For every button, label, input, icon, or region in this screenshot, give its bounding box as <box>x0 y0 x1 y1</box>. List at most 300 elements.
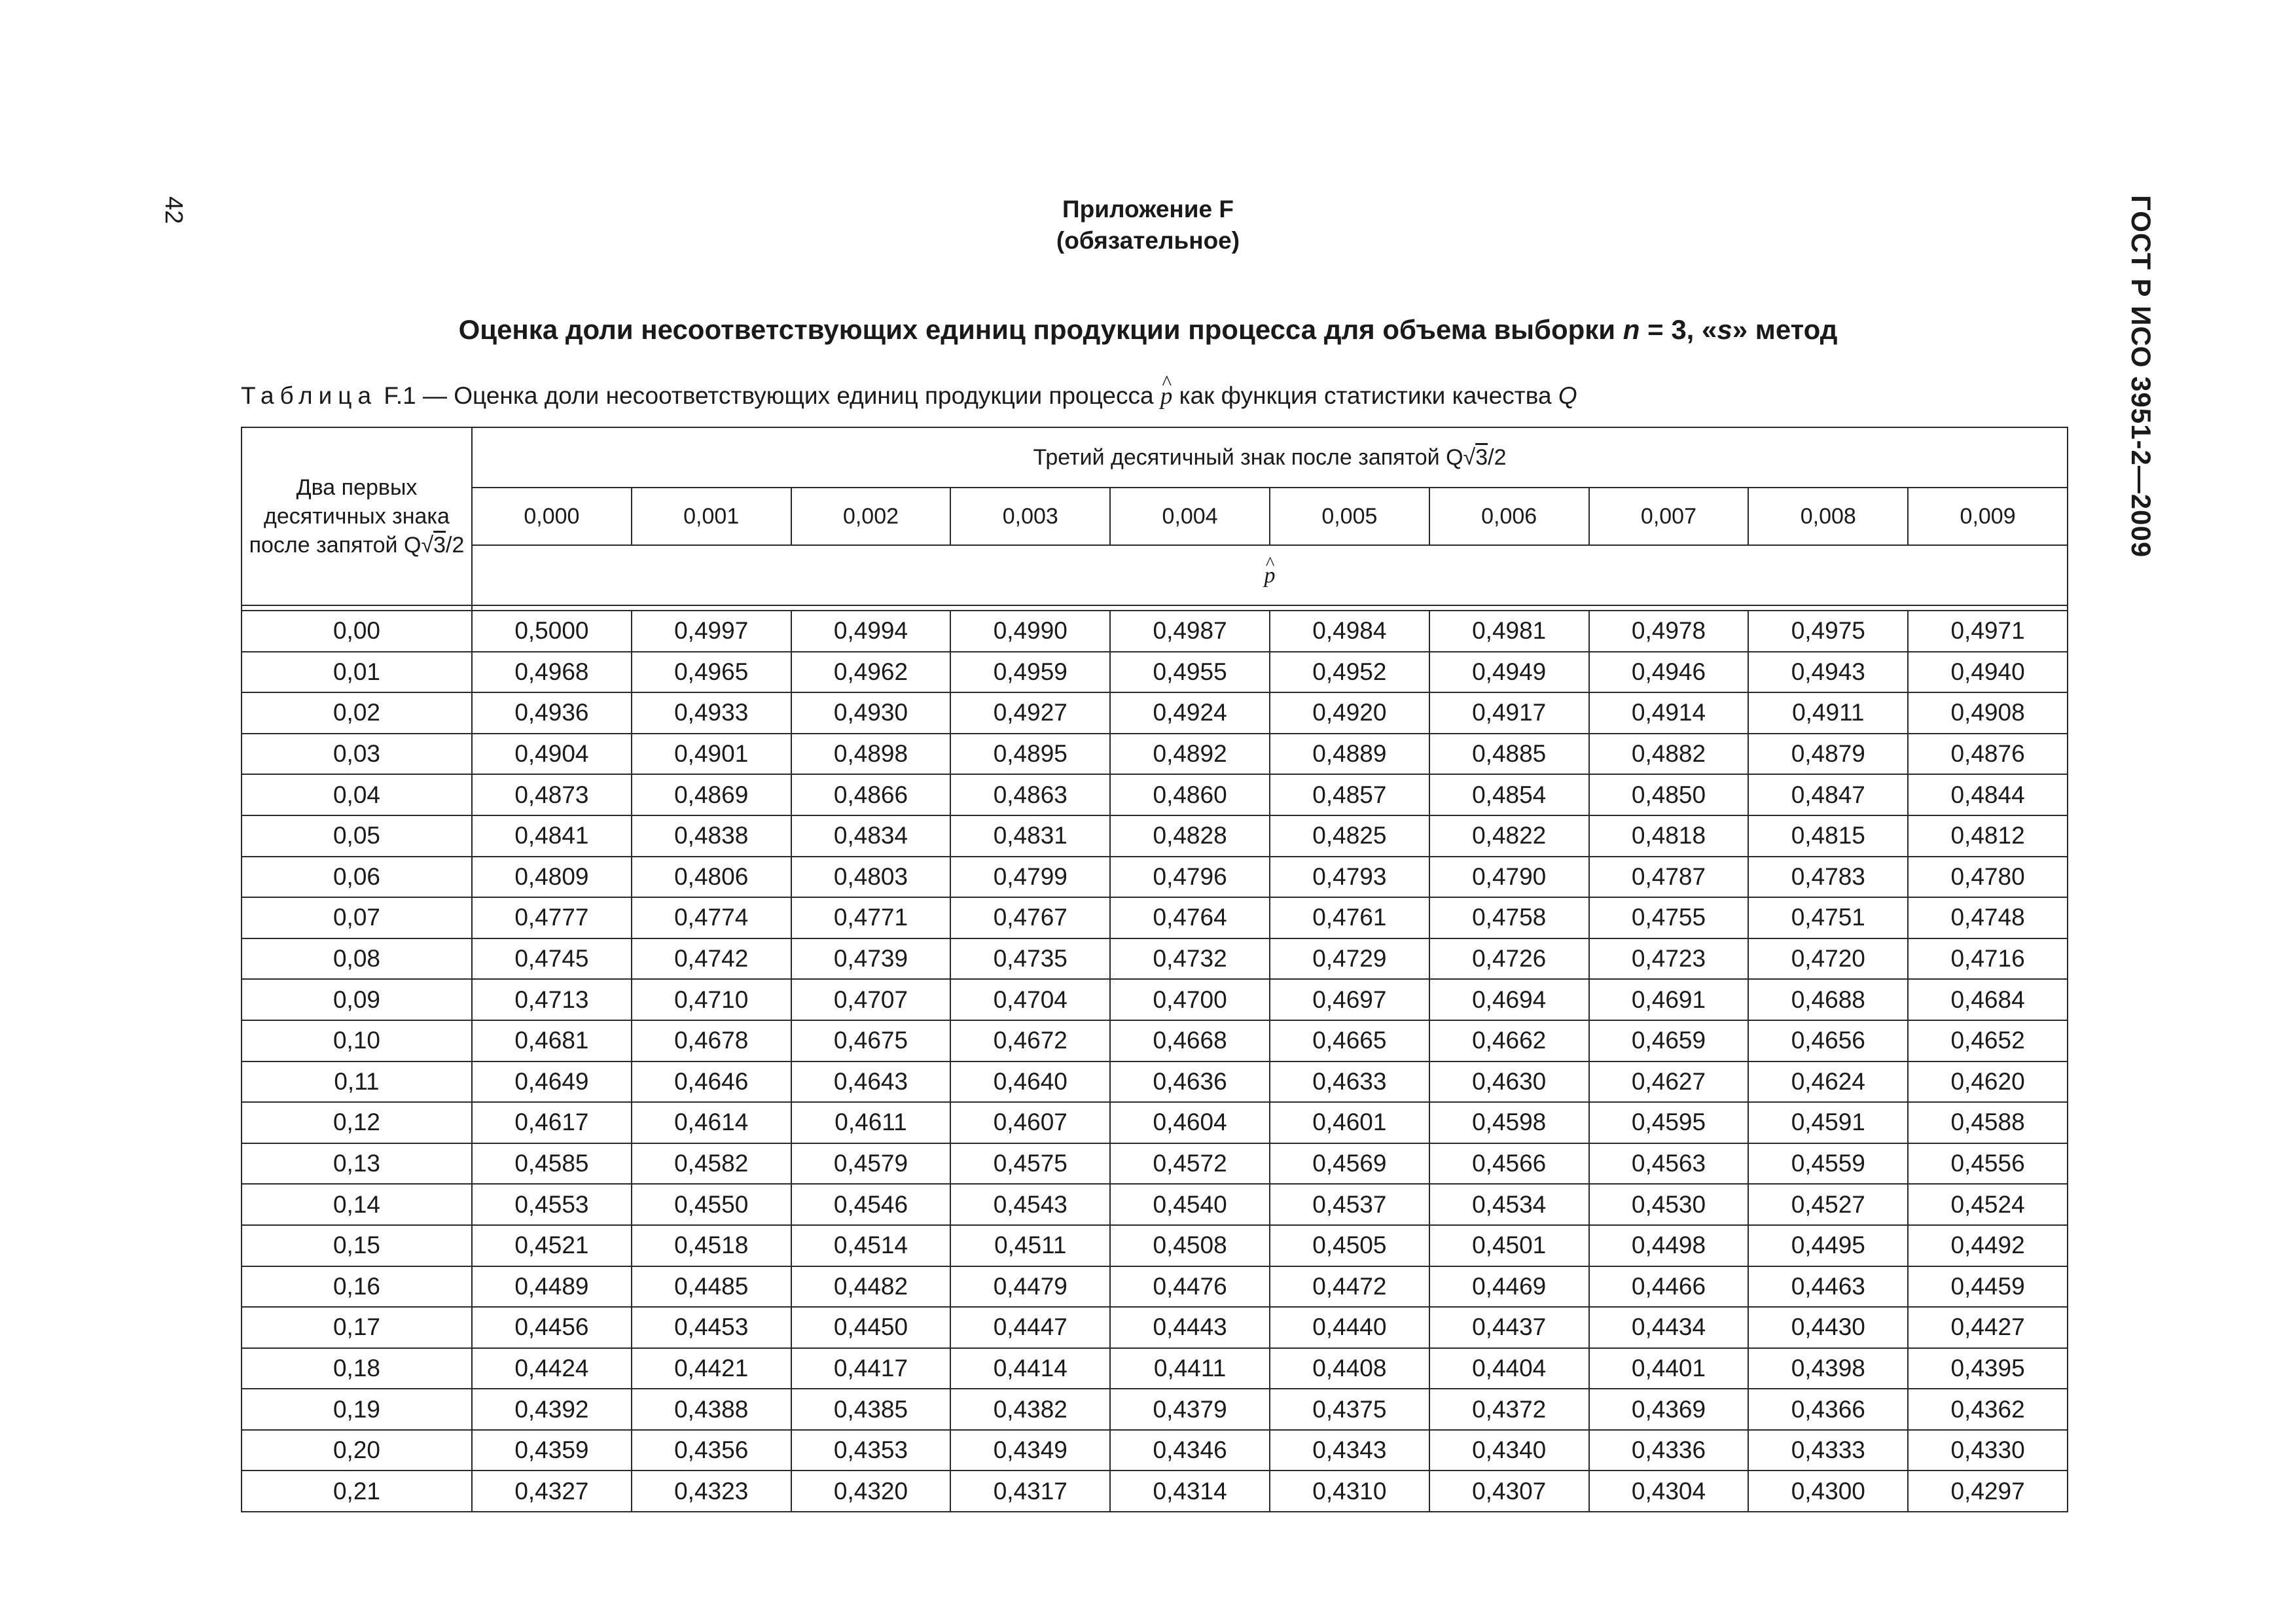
table-cell: 0,4681 <box>472 1020 632 1061</box>
table-cell: 0,4707 <box>791 979 951 1020</box>
table-cell: 0,4678 <box>632 1020 791 1061</box>
sqrt-argument: 3 <box>433 533 446 558</box>
table-cell: 0,4952 <box>1270 652 1429 693</box>
table-cell: 0,4796 <box>1110 857 1270 898</box>
table-cell: 0,4767 <box>950 897 1110 938</box>
row-header-line3 <box>242 531 471 560</box>
table-cell: 0,4895 <box>950 734 1110 775</box>
table-cell: 0,4620 <box>1908 1061 2068 1103</box>
table-row <box>242 1307 2068 1348</box>
table-cell: 0,4831 <box>950 815 1110 857</box>
table-cell: 0,4385 <box>791 1389 951 1430</box>
table-row <box>242 1389 2068 1430</box>
table-cell: 0,4463 <box>1748 1266 1908 1308</box>
row-label: 0,08 <box>242 938 472 980</box>
table-cell: 0,4879 <box>1748 734 1908 775</box>
table-row <box>242 1225 2068 1266</box>
table-cell: 0,4450 <box>791 1307 951 1348</box>
table-cell: 0,4591 <box>1748 1102 1908 1143</box>
table-cell: 0,4704 <box>950 979 1110 1020</box>
table-cell: 0,4466 <box>1589 1266 1749 1308</box>
table-cell: 0,4751 <box>1748 897 1908 938</box>
table-cell: 0,4614 <box>632 1102 791 1143</box>
table-cell: 0,4672 <box>950 1020 1110 1061</box>
sqrt-symbol: √ <box>421 533 434 558</box>
table-row <box>242 1020 2068 1061</box>
table-cell: 0,4514 <box>791 1225 951 1266</box>
page-number: 42 <box>160 196 187 224</box>
table-cell: 0,4453 <box>632 1307 791 1348</box>
table-cell: 0,4424 <box>472 1348 632 1389</box>
main-title-part3: » метод <box>1732 314 1838 345</box>
table-cell: 0,4959 <box>950 652 1110 693</box>
table-cell: 0,4742 <box>632 938 791 980</box>
table-row <box>242 652 2068 693</box>
table-cell: 0,4818 <box>1589 815 1749 857</box>
table-cell: 0,4598 <box>1429 1102 1589 1143</box>
separator-cell <box>242 605 472 611</box>
table-cell: 0,4495 <box>1748 1225 1908 1266</box>
table-cell: 0,4388 <box>632 1389 791 1430</box>
table-cell: 0,4774 <box>632 897 791 938</box>
table-cell: 0,4456 <box>472 1307 632 1348</box>
table-cell: 0,4790 <box>1429 857 1589 898</box>
table-cell: 0,4735 <box>950 938 1110 980</box>
table-cell: 0,4524 <box>1908 1184 2068 1225</box>
caption-label: Таблица <box>241 382 378 409</box>
table-cell: 0,4443 <box>1110 1307 1270 1348</box>
appendix-line2: (обязательное) <box>1056 227 1240 254</box>
table-cell: 0,4353 <box>791 1430 951 1471</box>
table-cell: 0,4904 <box>472 734 632 775</box>
table-cell: 0,4691 <box>1589 979 1749 1020</box>
table-cell: 0,4323 <box>632 1471 791 1512</box>
table-cell: 0,4975 <box>1748 611 1908 652</box>
table-cell: 0,4395 <box>1908 1348 2068 1389</box>
table-caption <box>241 382 1577 410</box>
table-cell: 0,4447 <box>950 1307 1110 1348</box>
caption-text1: F.1 — Оценка доли несоответствующих единиц продукции процесса <box>384 382 1160 409</box>
table-cell: 0,4920 <box>1270 692 1429 734</box>
table-cell: 0,4563 <box>1589 1143 1749 1185</box>
table-row <box>242 611 2068 652</box>
table-cell: 0,4933 <box>632 692 791 734</box>
appendix-heading <box>0 194 2296 257</box>
table-row <box>242 1471 2068 1512</box>
table-cell: 0,4434 <box>1589 1307 1749 1348</box>
table-cell: 0,4652 <box>1908 1020 2068 1061</box>
table-cell: 0,4783 <box>1748 857 1908 898</box>
table-cell: 0,4556 <box>1908 1143 2068 1185</box>
row-label: 0,00 <box>242 611 472 652</box>
table-cell: 0,4962 <box>791 652 951 693</box>
table-cell: 0,4585 <box>472 1143 632 1185</box>
column-header: 0,005 <box>1270 488 1429 545</box>
p-hat-symbol: ^ p <box>1160 382 1173 410</box>
table-header <box>242 427 2068 611</box>
table-cell: 0,4815 <box>1748 815 1908 857</box>
table-cell: 0,4508 <box>1110 1225 1270 1266</box>
table-cell: 0,4537 <box>1270 1184 1429 1225</box>
table-cell: 0,4732 <box>1110 938 1270 980</box>
table-cell: 0,4304 <box>1589 1471 1749 1512</box>
table-cell: 0,4968 <box>472 652 632 693</box>
row-label: 0,05 <box>242 815 472 857</box>
column-header: 0,003 <box>950 488 1110 545</box>
table-row <box>242 1061 2068 1103</box>
table-cell: 0,4825 <box>1270 815 1429 857</box>
table-cell: 0,4828 <box>1110 815 1270 857</box>
row-header-line2: десятичных знака <box>264 504 450 529</box>
row-header-line3-text: после запятой Q <box>249 533 422 558</box>
table-cell: 0,4803 <box>791 857 951 898</box>
table-cell: 0,4459 <box>1908 1266 2068 1308</box>
table-cell: 0,4847 <box>1748 774 1908 815</box>
table-cell: 0,4809 <box>472 857 632 898</box>
table-cell: 0,4889 <box>1270 734 1429 775</box>
table-cell: 0,4943 <box>1748 652 1908 693</box>
table-cell: 0,4911 <box>1748 692 1908 734</box>
table-cell: 0,4314 <box>1110 1471 1270 1512</box>
table-cell: 0,4382 <box>950 1389 1110 1430</box>
row-label: 0,09 <box>242 979 472 1020</box>
table-cell: 0,4601 <box>1270 1102 1429 1143</box>
row-label: 0,18 <box>242 1348 472 1389</box>
table-cell: 0,4812 <box>1908 815 2068 857</box>
table-cell: 0,4379 <box>1110 1389 1270 1430</box>
table-cell: 0,4398 <box>1748 1348 1908 1389</box>
table-cell: 0,4838 <box>632 815 791 857</box>
sqrt-symbol: √ <box>1463 444 1476 470</box>
table-cell: 0,4440 <box>1270 1307 1429 1348</box>
table-cell: 0,4553 <box>472 1184 632 1225</box>
document-code: ГОСТ Р ИСО 3951-2—2009 <box>2126 195 2157 558</box>
table-row <box>242 1430 2068 1471</box>
table-cell: 0,4310 <box>1270 1471 1429 1512</box>
table-cell: 0,4745 <box>472 938 632 980</box>
table-cell: 0,4716 <box>1908 938 2068 980</box>
table-cell: 0,4764 <box>1110 897 1270 938</box>
table-cell: 0,4356 <box>632 1430 791 1471</box>
table-cell: 0,4340 <box>1429 1430 1589 1471</box>
table-cell: 0,4822 <box>1429 815 1589 857</box>
table-cell: 0,4729 <box>1270 938 1429 980</box>
table-cell: 0,4498 <box>1589 1225 1749 1266</box>
col-group-header-suffix: /2 <box>1488 444 1507 470</box>
table-cell: 0,4869 <box>632 774 791 815</box>
table-cell: 0,4569 <box>1270 1143 1429 1185</box>
table-cell: 0,4665 <box>1270 1020 1429 1061</box>
table-cell: 0,4624 <box>1748 1061 1908 1103</box>
table-cell: 0,4994 <box>791 611 951 652</box>
table-body <box>242 611 2068 1512</box>
table-row <box>242 897 2068 938</box>
p-hat-symbol: ^ p <box>1264 563 1275 588</box>
header-separator <box>242 605 2068 611</box>
table-cell: 0,4787 <box>1589 857 1749 898</box>
table-row <box>242 938 2068 980</box>
row-label: 0,17 <box>242 1307 472 1348</box>
table-cell: 0,4633 <box>1270 1061 1429 1103</box>
table-cell: 0,4572 <box>1110 1143 1270 1185</box>
table-cell: 0,4604 <box>1110 1102 1270 1143</box>
table-cell: 0,4550 <box>632 1184 791 1225</box>
column-header: 0,006 <box>1429 488 1589 545</box>
table-cell: 0,5000 <box>472 611 632 652</box>
table-cell: 0,4860 <box>1110 774 1270 815</box>
table-cell: 0,4336 <box>1589 1430 1749 1471</box>
table-cell: 0,4898 <box>791 734 951 775</box>
table-cell: 0,4372 <box>1429 1389 1589 1430</box>
table-cell: 0,4366 <box>1748 1389 1908 1430</box>
table-cell: 0,4748 <box>1908 897 2068 938</box>
table-cell: 0,4375 <box>1270 1389 1429 1430</box>
table-cell: 0,4595 <box>1589 1102 1749 1143</box>
table-cell: 0,4437 <box>1429 1307 1589 1348</box>
table-cell: 0,4844 <box>1908 774 2068 815</box>
sqrt-argument: 3 <box>1475 444 1488 470</box>
column-header: 0,007 <box>1589 488 1749 545</box>
table-cell: 0,4885 <box>1429 734 1589 775</box>
table-cell: 0,4343 <box>1270 1430 1429 1471</box>
table-cell: 0,4949 <box>1429 652 1589 693</box>
table-cell: 0,4755 <box>1589 897 1749 938</box>
table-cell: 0,4521 <box>472 1225 632 1266</box>
table-cell: 0,4617 <box>472 1102 632 1143</box>
table-cell: 0,4346 <box>1110 1430 1270 1471</box>
table-cell: 0,4401 <box>1589 1348 1749 1389</box>
table-cell: 0,4850 <box>1589 774 1749 815</box>
table-cell: 0,4984 <box>1270 611 1429 652</box>
table-row <box>242 1143 2068 1185</box>
table-cell: 0,4640 <box>950 1061 1110 1103</box>
table-cell: 0,4421 <box>632 1348 791 1389</box>
table-cell: 0,4404 <box>1429 1348 1589 1389</box>
table-cell: 0,4726 <box>1429 938 1589 980</box>
estimate-table <box>241 427 2068 1512</box>
table-cell: 0,4882 <box>1589 734 1749 775</box>
table-cell: 0,4806 <box>632 857 791 898</box>
n-variable: n <box>1623 314 1640 345</box>
table-row <box>242 815 2068 857</box>
table-cell: 0,4543 <box>950 1184 1110 1225</box>
main-title-part1: Оценка доли несоответствующих единиц продукции процесса для объема выборки <box>458 314 1623 345</box>
row-label: 0,03 <box>242 734 472 775</box>
table-cell: 0,4723 <box>1589 938 1749 980</box>
row-label: 0,15 <box>242 1225 472 1266</box>
column-header: 0,004 <box>1110 488 1270 545</box>
table-cell: 0,4946 <box>1589 652 1749 693</box>
table-cell: 0,4349 <box>950 1430 1110 1471</box>
row-header-cell <box>242 427 472 605</box>
table-cell: 0,4908 <box>1908 692 2068 734</box>
row-label: 0,07 <box>242 897 472 938</box>
table-cell: 0,4559 <box>1748 1143 1908 1185</box>
table-cell: 0,4636 <box>1110 1061 1270 1103</box>
table-cell: 0,4482 <box>791 1266 951 1308</box>
row-label: 0,04 <box>242 774 472 815</box>
table-cell: 0,4534 <box>1429 1184 1589 1225</box>
table-cell: 0,4408 <box>1270 1348 1429 1389</box>
table-cell: 0,4936 <box>472 692 632 734</box>
table-cell: 0,4333 <box>1748 1430 1908 1471</box>
table-cell: 0,4927 <box>950 692 1110 734</box>
table-cell: 0,4965 <box>632 652 791 693</box>
table-cell: 0,4987 <box>1110 611 1270 652</box>
table-cell: 0,4579 <box>791 1143 951 1185</box>
table-row <box>242 1102 2068 1143</box>
row-header-suffix: /2 <box>446 533 465 558</box>
table-cell: 0,4940 <box>1908 652 2068 693</box>
column-header: 0,008 <box>1748 488 1908 545</box>
table-row <box>242 979 2068 1020</box>
table-cell: 0,4901 <box>632 734 791 775</box>
table-cell: 0,4700 <box>1110 979 1270 1020</box>
table-cell: 0,4997 <box>632 611 791 652</box>
table-cell: 0,4427 <box>1908 1307 2068 1348</box>
table-row <box>242 1266 2068 1308</box>
table-cell: 0,4582 <box>632 1143 791 1185</box>
table-cell: 0,4771 <box>791 897 951 938</box>
table-cell: 0,4863 <box>950 774 1110 815</box>
table-row <box>242 692 2068 734</box>
table-cell: 0,4540 <box>1110 1184 1270 1225</box>
table-cell: 0,4417 <box>791 1348 951 1389</box>
table-cell: 0,4546 <box>791 1184 951 1225</box>
table-cell: 0,4662 <box>1429 1020 1589 1061</box>
row-label: 0,12 <box>242 1102 472 1143</box>
table-cell: 0,4841 <box>472 815 632 857</box>
table-cell: 0,4777 <box>472 897 632 938</box>
table-cell: 0,4492 <box>1908 1225 2068 1266</box>
table-cell: 0,4300 <box>1748 1471 1908 1512</box>
main-title <box>0 314 2296 346</box>
table-cell: 0,4646 <box>632 1061 791 1103</box>
table-cell: 0,4981 <box>1429 611 1589 652</box>
main-title-part2: = 3, « <box>1640 314 1717 345</box>
table-cell: 0,4630 <box>1429 1061 1589 1103</box>
table-cell: 0,4392 <box>472 1389 632 1430</box>
row-label: 0,19 <box>242 1389 472 1430</box>
q-variable: Q <box>1558 382 1577 409</box>
table-cell: 0,4720 <box>1748 938 1908 980</box>
table-cell: 0,4694 <box>1429 979 1589 1020</box>
table-cell: 0,4854 <box>1429 774 1589 815</box>
row-label: 0,06 <box>242 857 472 898</box>
table-cell: 0,4588 <box>1908 1102 2068 1143</box>
table-cell: 0,4930 <box>791 692 951 734</box>
table-cell: 0,4990 <box>950 611 1110 652</box>
caption-text2: как функция статистики качества <box>1172 382 1558 409</box>
table-cell: 0,4857 <box>1270 774 1429 815</box>
s-variable: s <box>1717 314 1732 345</box>
table-cell: 0,4924 <box>1110 692 1270 734</box>
table-cell: 0,4659 <box>1589 1020 1749 1061</box>
table-cell: 0,4489 <box>472 1266 632 1308</box>
table-cell: 0,4518 <box>632 1225 791 1266</box>
table-cell: 0,4627 <box>1589 1061 1749 1103</box>
table-cell: 0,4530 <box>1589 1184 1749 1225</box>
row-label: 0,13 <box>242 1143 472 1185</box>
table-cell: 0,4873 <box>472 774 632 815</box>
table-cell: 0,4656 <box>1748 1020 1908 1061</box>
p-hat-header <box>472 545 2068 605</box>
table-cell: 0,4359 <box>472 1430 632 1471</box>
row-label: 0,21 <box>242 1471 472 1512</box>
table-cell: 0,4411 <box>1110 1348 1270 1389</box>
table-row <box>242 734 2068 775</box>
row-label: 0,14 <box>242 1184 472 1225</box>
table-cell: 0,4307 <box>1429 1471 1589 1512</box>
table-cell: 0,4297 <box>1908 1471 2068 1512</box>
row-label: 0,01 <box>242 652 472 693</box>
appendix-line1: Приложение F <box>1062 196 1234 223</box>
table-cell: 0,4611 <box>791 1102 951 1143</box>
table-cell: 0,4713 <box>472 979 632 1020</box>
table-cell: 0,4684 <box>1908 979 2068 1020</box>
table-cell: 0,4799 <box>950 857 1110 898</box>
table-cell: 0,4320 <box>791 1471 951 1512</box>
table-cell: 0,4485 <box>632 1266 791 1308</box>
table-cell: 0,4566 <box>1429 1143 1589 1185</box>
table-cell: 0,4362 <box>1908 1389 2068 1430</box>
column-header: 0,000 <box>472 488 632 545</box>
column-labels-row <box>242 488 2068 545</box>
table-cell: 0,4469 <box>1429 1266 1589 1308</box>
table-cell: 0,4414 <box>950 1348 1110 1389</box>
row-label: 0,02 <box>242 692 472 734</box>
table-cell: 0,4643 <box>791 1061 951 1103</box>
table-cell: 0,4649 <box>472 1061 632 1103</box>
table-cell: 0,4317 <box>950 1471 1110 1512</box>
table-cell: 0,4876 <box>1908 734 2068 775</box>
table-cell: 0,4369 <box>1589 1389 1749 1430</box>
table-cell: 0,4780 <box>1908 857 2068 898</box>
row-label: 0,11 <box>242 1061 472 1103</box>
separator-cell <box>472 605 2068 611</box>
table-cell: 0,4697 <box>1270 979 1429 1020</box>
col-group-header <box>472 427 2068 488</box>
table-cell: 0,4501 <box>1429 1225 1589 1266</box>
table-cell: 0,4472 <box>1270 1266 1429 1308</box>
table-cell: 0,4430 <box>1748 1307 1908 1348</box>
table-cell: 0,4330 <box>1908 1430 2068 1471</box>
table-cell: 0,4978 <box>1589 611 1749 652</box>
table-cell: 0,4668 <box>1110 1020 1270 1061</box>
table-cell: 0,4761 <box>1270 897 1429 938</box>
table-cell: 0,4892 <box>1110 734 1270 775</box>
row-label: 0,10 <box>242 1020 472 1061</box>
table-cell: 0,4758 <box>1429 897 1589 938</box>
table-cell: 0,4914 <box>1589 692 1749 734</box>
table-cell: 0,4511 <box>950 1225 1110 1266</box>
table-cell: 0,4476 <box>1110 1266 1270 1308</box>
row-label: 0,20 <box>242 1430 472 1471</box>
table-cell: 0,4917 <box>1429 692 1589 734</box>
col-group-header-text: Третий десятичный знак после запятой Q <box>1033 444 1463 470</box>
table-row <box>242 1184 2068 1225</box>
table-cell: 0,4866 <box>791 774 951 815</box>
table-cell: 0,4327 <box>472 1471 632 1512</box>
table-cell: 0,4834 <box>791 815 951 857</box>
table-cell: 0,4793 <box>1270 857 1429 898</box>
table-cell: 0,4688 <box>1748 979 1908 1020</box>
table-cell: 0,4505 <box>1270 1225 1429 1266</box>
table-cell: 0,4575 <box>950 1143 1110 1185</box>
table-cell: 0,4479 <box>950 1266 1110 1308</box>
row-label: 0,16 <box>242 1266 472 1308</box>
table-cell: 0,4710 <box>632 979 791 1020</box>
